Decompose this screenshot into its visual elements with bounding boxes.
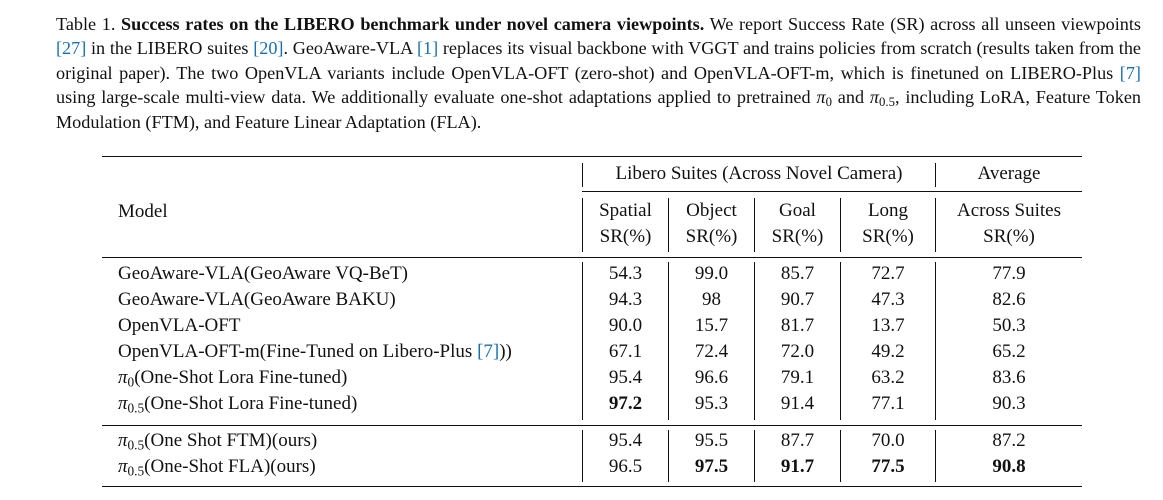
row-model-name — [118, 288, 396, 312]
cell-long: 63.2 — [871, 367, 905, 388]
model-header: Model — [118, 201, 168, 222]
group-rule — [582, 191, 1082, 192]
pi-subscript: 0.5 — [127, 437, 145, 453]
top-rule — [102, 156, 1082, 157]
caption-text: and — [831, 87, 870, 108]
col-header-average: Across Suites — [957, 200, 1061, 221]
header-rule — [102, 257, 1082, 258]
bottom-rule — [102, 486, 1082, 487]
model-text: )) — [499, 341, 512, 362]
cell-average: 77.9 — [992, 263, 1026, 284]
row-model-name — [118, 392, 357, 416]
cell-goal: 85.7 — [780, 263, 815, 284]
citation-link[interactable]: [7] — [477, 341, 500, 362]
row-model-name — [118, 314, 240, 338]
pi-symbol: π — [869, 87, 880, 108]
model-text: OpenVLA-OFT — [118, 315, 241, 336]
cell-object: 72.4 — [694, 341, 729, 362]
col-unit-object: SR(%) — [685, 226, 738, 247]
pi-symbol: π — [118, 430, 128, 451]
cell-average: 50.3 — [992, 315, 1026, 336]
cell-spatial: 90.0 — [608, 315, 643, 336]
citation-link[interactable]: [1] — [416, 38, 439, 59]
pi-subscript: 0 — [825, 95, 832, 110]
cell-average: 90.8 — [992, 456, 1026, 477]
caption-text: replaces its visual backbone with VGGT and trains policies from scratch (results taken from the original paper). The two OpenVLA variants include OpenVLA-OFT (zero-shot) and OpenVLA-OFT-m, which is finetuned on LIBERO-Plus — [56, 38, 1142, 83]
col-unit-long: SR(%) — [862, 226, 914, 247]
cell-average: 65.2 — [992, 341, 1026, 362]
caption-text: , including LoRA, Feature Token Modulation (FTM), and Feature Linear Adaptation (FLA). — [56, 87, 1142, 132]
cell-spatial: 54.3 — [608, 263, 643, 284]
cell-spatial: 94.3 — [608, 289, 643, 310]
pi-symbol: π — [118, 393, 128, 414]
cell-goal: 81.7 — [780, 315, 815, 336]
group-header: Libero Suites (Across Novel Camera) — [615, 163, 903, 184]
row-model-name — [118, 340, 512, 364]
cell-average: 82.6 — [992, 289, 1026, 310]
model-text: GeoAware-VLA(GeoAware VQ-BeT) — [118, 263, 409, 284]
row-model-name — [118, 429, 317, 453]
pi-subscript: 0.5 — [127, 463, 145, 479]
cell-long: 72.7 — [871, 263, 905, 284]
cell-long: 49.2 — [871, 341, 905, 362]
cell-average: 87.2 — [992, 430, 1026, 451]
cell-spatial: 95.4 — [608, 367, 643, 388]
cell-object: 98 — [702, 289, 721, 310]
cell-goal: 79.1 — [780, 367, 815, 388]
cell-long: 77.5 — [871, 456, 905, 477]
section-rule — [102, 425, 1082, 426]
col-header-goal: Goal — [779, 200, 816, 221]
model-text: (One Shot FTM)(ours) — [144, 430, 318, 451]
model-text: (One-Shot Lora Fine-tuned) — [134, 367, 348, 388]
cell-object: 15.7 — [694, 315, 729, 336]
cell-goal: 90.7 — [780, 289, 815, 310]
cell-spatial: 67.1 — [608, 341, 643, 362]
col-unit-average: SR(%) — [983, 226, 1035, 247]
model-text: (One-Shot FLA)(ours) — [144, 456, 316, 477]
caption-text: We report Success Rate (SR) across all unseen viewpoints — [709, 14, 1141, 34]
cell-spatial: 95.4 — [608, 430, 643, 451]
col-unit-spatial: SR(%) — [599, 226, 652, 247]
cell-object: 96.6 — [694, 367, 729, 388]
model-text: (One-Shot Lora Fine-tuned) — [144, 393, 358, 414]
col-unit-goal: SR(%) — [771, 226, 824, 247]
caption-text: in the LIBERO suites — [86, 38, 254, 59]
cell-spatial: 97.2 — [608, 393, 643, 414]
row-model-name — [118, 366, 347, 390]
cell-goal: 72.0 — [780, 341, 815, 362]
pi-symbol: π — [118, 367, 128, 388]
average-header: Average — [977, 163, 1041, 184]
cell-long: 77.1 — [871, 393, 905, 414]
model-text: GeoAware-VLA(GeoAware BAKU) — [118, 289, 396, 310]
cell-object: 95.3 — [694, 393, 729, 414]
caption-text: . GeoAware-VLA — [283, 38, 417, 59]
citation-link[interactable]: [7] — [1119, 62, 1141, 83]
cell-spatial: 96.5 — [608, 456, 643, 477]
pi-symbol: π — [816, 87, 826, 108]
col-header-object: Object — [686, 200, 737, 221]
cell-long: 13.7 — [871, 315, 905, 336]
col-header-spatial: Spatial — [599, 200, 652, 221]
table-caption — [56, 12, 1141, 134]
cell-object: 99.0 — [694, 263, 729, 284]
pi-symbol: π — [118, 456, 128, 477]
row-model-name — [118, 262, 408, 286]
model-text: OpenVLA-OFT-m(Fine-Tuned on Libero-Plus — [118, 341, 478, 362]
cell-average: 90.3 — [992, 393, 1026, 414]
citation-link[interactable]: [20] — [253, 38, 284, 59]
row-model-name — [118, 455, 316, 479]
cell-long: 70.0 — [871, 430, 905, 451]
pi-subscript: 0.5 — [879, 95, 895, 110]
cell-long: 47.3 — [871, 289, 905, 310]
cell-goal: 91.4 — [780, 393, 815, 414]
caption-title: Success rates on the LIBERO benchmark under novel camera viewpoints. — [121, 14, 705, 34]
cell-object: 97.5 — [694, 456, 729, 477]
col-header-long: Long — [867, 200, 909, 221]
caption-text: using large-scale multi-view data. We additionally evaluate one-shot adaptations applied to pretrained — [56, 87, 817, 108]
cell-goal: 87.7 — [780, 430, 815, 451]
cell-average: 83.6 — [992, 367, 1026, 388]
cell-goal: 91.7 — [780, 456, 815, 477]
cell-object: 95.5 — [694, 430, 729, 451]
pi-subscript: 0 — [127, 374, 135, 390]
caption-label: Table 1. — [56, 14, 116, 34]
pi-subscript: 0.5 — [127, 400, 145, 416]
citation-link[interactable]: [27] — [56, 38, 87, 59]
